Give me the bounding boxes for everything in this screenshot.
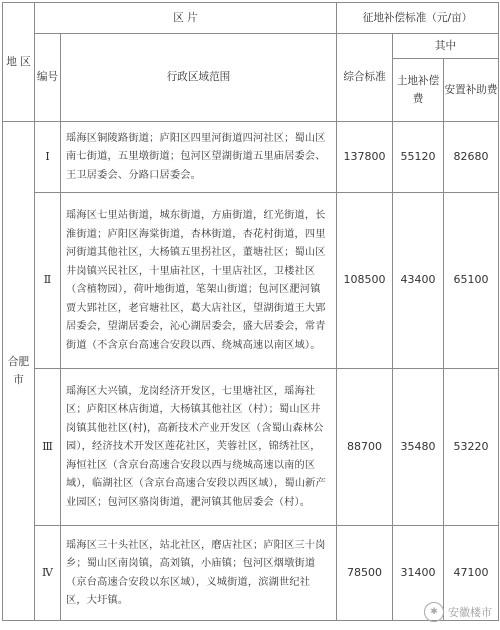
comprehensive-value: 78500 (337, 526, 393, 621)
of-which-header: 其中 (393, 34, 499, 59)
region-header: 地 区 (3, 3, 35, 122)
land-compensation-value: 31400 (393, 526, 444, 621)
region-name: 合肥市 (3, 122, 35, 621)
land-compensation-value: 43400 (393, 193, 444, 369)
resettlement-subsidy-value: 47100 (444, 526, 499, 621)
standard-header: 征地补偿标准（元/亩） (337, 3, 499, 34)
comprehensive-value: 88700 (337, 369, 393, 526)
land-compensation-value: 55120 (393, 122, 444, 193)
table-row (3, 369, 499, 526)
table-row (3, 122, 499, 193)
area-code: Ⅲ (35, 369, 61, 526)
table-row (3, 193, 499, 369)
scope-header: 行政区域范围 (61, 34, 337, 122)
watermark-text: 安徽楼市 (448, 606, 492, 619)
watermark (424, 602, 492, 622)
area-header: 区 片 (35, 3, 337, 34)
compensation-table (2, 2, 499, 621)
resettlement-subsidy-header: 安置补助费 (444, 59, 499, 122)
land-compensation-value: 35480 (393, 369, 444, 526)
wechat-logo-icon: ✱ (424, 602, 444, 622)
area-scope: 瑶海区铜陵路街道；庐阳区四里河街道四河社区；蜀山区南七街道，五里墩街道；包河区望湖街道五里庙居委会、王卫居委会、分路口居委会。 (61, 122, 337, 193)
resettlement-subsidy-value: 53220 (444, 369, 499, 526)
land-compensation-header: 土地补偿费 (393, 59, 444, 122)
comprehensive-header: 综合标准 (337, 34, 393, 122)
area-scope: 瑶海区三十头社区，站北社区，磨店社区；庐阳区三十岗乡；蜀山区南岗镇，高刘镇，小庙镇；包河区烟墩街道（京台高速合安段以东区域），义城街道，滨湖世纪社区，大圩镇。 (61, 526, 337, 621)
area-scope: 瑶海区大兴镇，龙岗经济开发区，七里塘社区，瑶海社区；庐阳区林店街道，大杨镇其他社区（村）；蜀山区井岗镇其他社区(村)，高新技术产业开发区（含蜀山森林公园），经济技术开发区莲花社区，芙蓉社区，锦绣社区，海恒社区（含京台高速合安段以西与绕城高速以南的区域），临湖社区（含京台高速合安段以西区域），蜀山新产业园区；包河区骆岗街道，淝河镇其他居委会（村）。 (61, 369, 337, 526)
resettlement-subsidy-value: 82680 (444, 122, 499, 193)
area-code: Ⅰ (35, 122, 61, 193)
area-code: Ⅱ (35, 193, 61, 369)
area-code: Ⅳ (35, 526, 61, 621)
resettlement-subsidy-value: 65100 (444, 193, 499, 369)
code-header: 编号 (35, 34, 61, 122)
area-scope: 瑶海区七里站街道，城东街道，方庙街道，红光街道，长淮街道；庐阳区海棠街道，杏林街道，杏花村街道，四里河街道其他社区，大杨镇五里拐社区，董塘社区；蜀山区井岗镇兴民社区，十里庙社区，十里店社区，卫楼社区（含植物园），荷叶地街道，笔架山街道；包河区淝河镇贾大郢社区，老官塘社区，葛大店社区，望湖街道王大郢居委会，望湖居委会，沁心湖居委会，盛大居委会，常青街道（不含京台高速合安段以西、绕城高速以南区域）。 (61, 193, 337, 369)
comprehensive-value: 137800 (337, 122, 393, 193)
comprehensive-value: 108500 (337, 193, 393, 369)
